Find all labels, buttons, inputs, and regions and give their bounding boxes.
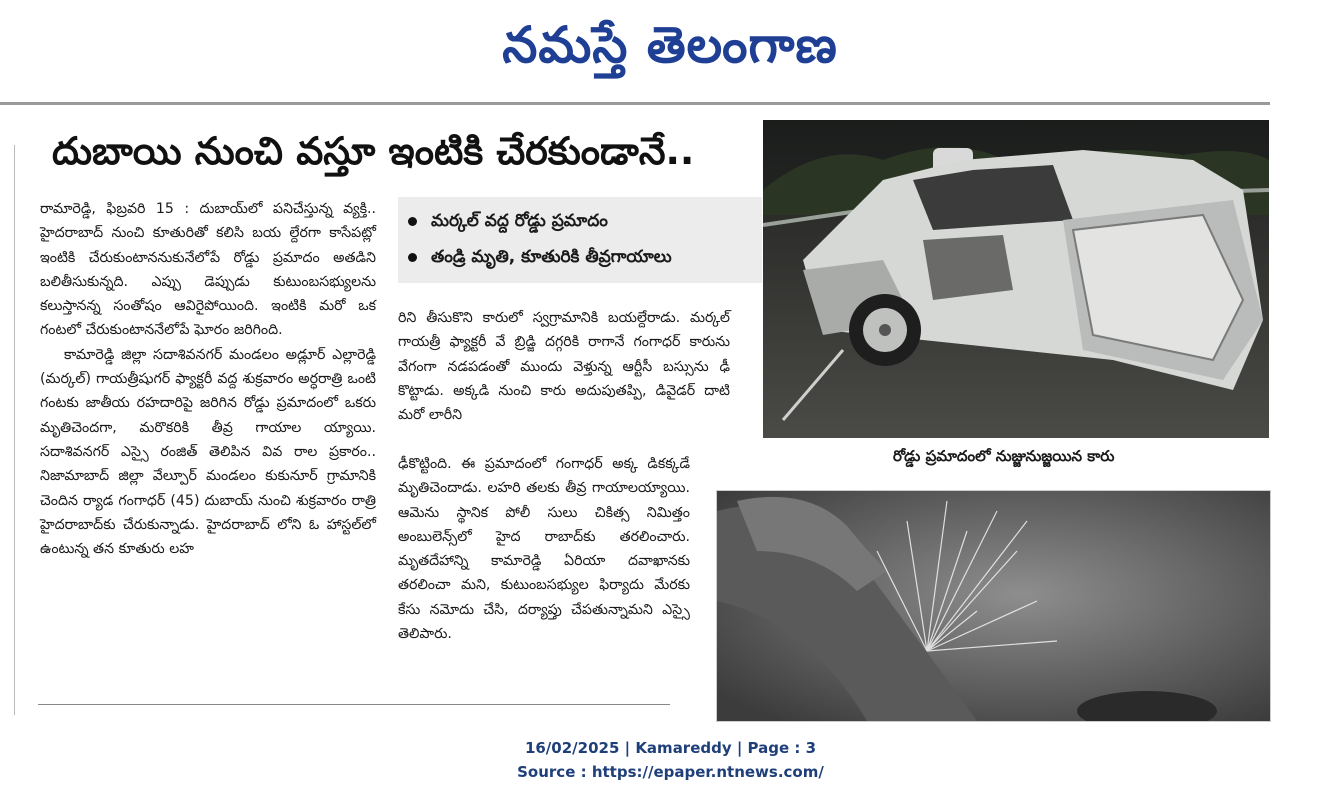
highlight-item: మర్కల్ వద్ద రోడ్డు ప్రమాదం [408, 203, 762, 239]
source-link[interactable]: Source : https://epaper.ntnews.com/ [517, 763, 824, 781]
column-edge-line [14, 145, 15, 715]
bullet-icon [408, 217, 417, 226]
masthead-divider [0, 102, 1270, 105]
paragraph: రిని తీసుకొని కారులో స్వగ్రామానికి బయల్దేరాడు. మర్కల్ గాయత్రీ ఫ్యాక్టరీ వే బ్రిడ్జి దగ్గరికి రాగానే గంగాధర్ కారును వేగంగా నడపడంతో ముందు వెళ్తున్న ఆర్టీసీ బస్సును ఢీ కొట్టాడు. అక్కడి నుంచి కారు అదుపుతప్పి, డివైడర్ దాటి మరో లారీని [398, 310, 730, 424]
crashed-car-photo [763, 120, 1269, 438]
page-footer [0, 736, 1341, 784]
paragraph: కామారెడ్డి జిల్లా సదాశివనగర్ మండలం అడ్లూర్ ఎల్లారెడ్డి (మర్కల్) గాయత్రీషుగర్ ఫ్యాక్టరీ వద్ద శుక్రవారం అర్ధరాత్రి ఒంటి గంటకు జాతీయ రహదారిపై జరిగిన రోడ్డు ప్రమాదంలో ఒకరు మృతిచెందగా, మరొకరికి తీవ్ర గాయాల య్యాయి. సదాశివనగర్ ఎస్సై రంజిత్ తెలిపిన వివ రాల ప్రకారం.. నిజామాబాద్ జిల్లా వేల్పూర్ మండలం కుకునూర్ గ్రామానికి చెందిన ర్యాడ గంగాధర్ (45) దుబాయ్ నుంచి శుక్రవారం రాత్రి హైదరాబాద్‌కు చేరుకున్నాడు. హైదరాబాద్ లోని ఓ హాస్టల్‌లో ఉంటున్న తన కూతురు లహ [40, 346, 376, 558]
article-column-1 [40, 197, 376, 561]
paragraph: రామారెడ్డి, ఫిబ్రవరి 15 : దుబాయ్‌లో పనిచేస్తున్న వ్యక్తి.. హైదరాబాద్ నుంచి కూతురితో కలిసి బయ ల్దేరగా కాసేపట్లో ఇంటికి చేరుకుంటాననుకునేలోపే రోడ్డు ప్రమాదం అతడిని బలితీసుకున్నది. ఎప్పు డెప్పుడు కుటుంబసభ్యులను కలుస్తానన్న సంతోషం ఆవిరైపోయింది. ఇంటికి మరో ఒక గంటలో చేరుకుంటాననేలోపే ఘోరం జరిగింది. [40, 201, 376, 339]
paragraph: ఢీకొట్టింది. ఈ ప్రమాదంలో గంగాధర్ అక్క డికక్కడే మృతిచెందాడు. లహరి తలకు తీవ్ర గాయాలయ్యాయి. ఆమెను స్థానిక పోలీ సులు చికిత్స నిమిత్తం అంబులెన్స్‌లో హైద రాబాద్‌కు తరలించారు. మృతదేహాన్ని కామారెడ్డి ఏరియా దవాఖానకు తరలించా మని, కుటుంబసభ్యుల ఫిర్యాదు మేరకు కేసు నమోదు చేసి, దర్యాప్తు చేపతున్నామని ఎస్సై తెలిపారు. [398, 456, 690, 643]
article-bottom-rule [38, 704, 670, 705]
sparks-photo [716, 490, 1271, 722]
edition-info: 16/02/2025 | Kamareddy | Page : 3 [524, 739, 817, 757]
article-headline: దుబాయి నుంచి వస్తూ ఇంటికి చేరకుండానే.. [52, 129, 695, 173]
highlights-box [398, 197, 762, 283]
masthead [0, 0, 1341, 104]
newspaper-logo: నమస్తే తెలంగాణ [502, 15, 838, 74]
photo-caption: రోడ్డు ప్రమాదంలో నుజ్జునుజ్జయిన కారు [893, 447, 1115, 465]
highlight-item: తండ్రి మృతి, కూతురికి తీవ్రగాయాలు [408, 239, 762, 275]
bullet-icon [408, 253, 417, 262]
article-column-3 [398, 452, 690, 646]
article-column-2 [398, 306, 730, 427]
